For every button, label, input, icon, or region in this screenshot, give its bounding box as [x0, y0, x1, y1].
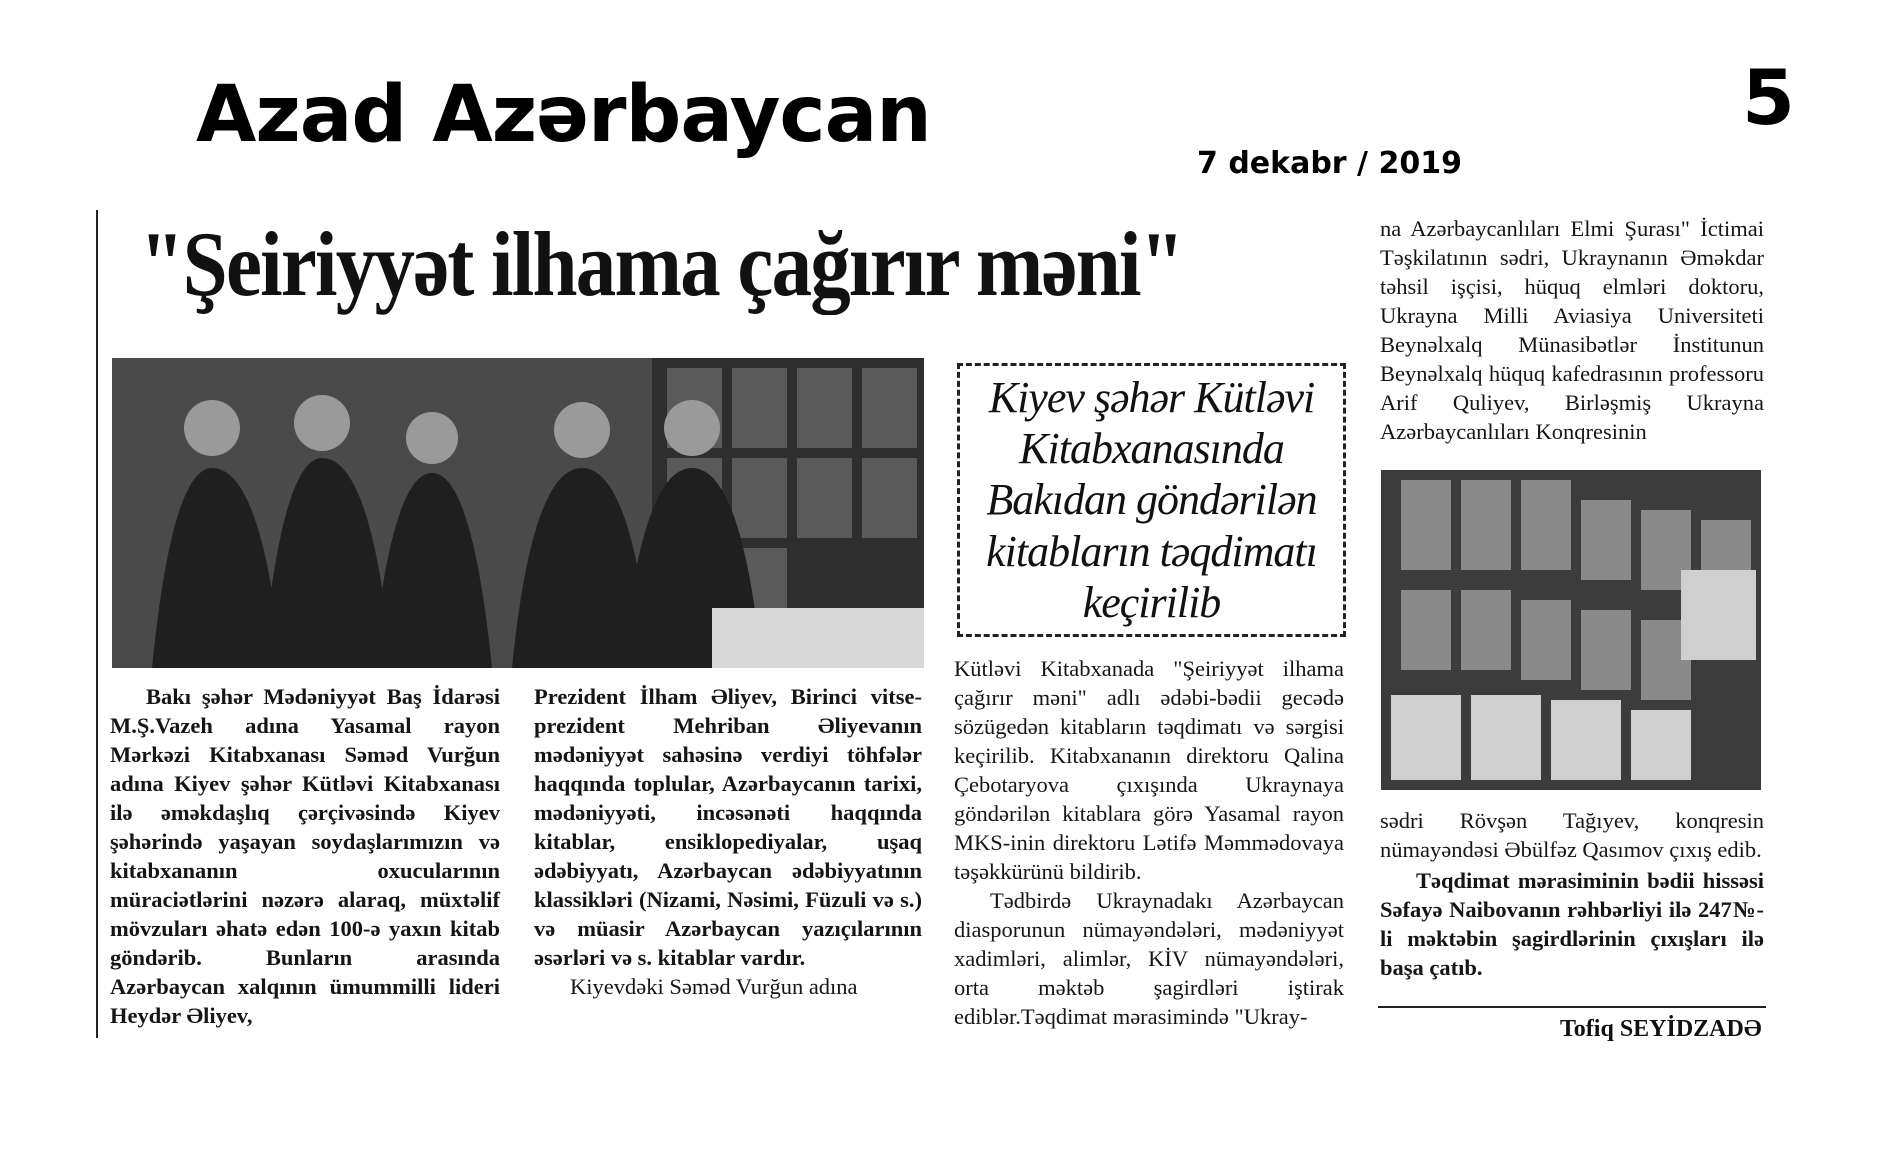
column-4-middle	[1380, 806, 1764, 864]
column-2	[534, 682, 922, 1001]
column-4-top	[1380, 214, 1764, 446]
paragraph: Kiyevdəki Səməd Vurğun adına	[570, 974, 858, 999]
headline: "Şeiriyyət ilhama çağırır məni"	[139, 213, 1183, 315]
paragraph: Təqdimat mərasiminin bədii hissəsi Səfayə Naibovanın rəhbərliyi ilə 247№-li məktəbin şagirdlərinin çıxışları ilə başa çatıb.	[1380, 868, 1764, 980]
paragraph: Prezident İlham Əliyev, Birinci vitse-prezident Mehriban Əliyevanın mədəniyyət sahəsinə verdiyi töhfələr haqqında toplular, Azərbaycanın tarixi, mədəniyyəti, incəsənəti haqqında kitablar, ensiklopediyalar, uşaq ədəbiyyatı, Azərbaycan ədəbiyyatının klassikləri (Nizami, Nəsimi, Füzuli və s.) və müasir Azərbaycan yazıçılarının əsərləri və s. kitablar vardır.	[534, 684, 922, 970]
paragraph: Bakı şəhər Mədəniyyət Baş İdarəsi M.Ş.Vazeh adına Yasamal rayon Mərkəzi Kitabxanası Səməd Vurğun adına Kiyev şəhər Kütləvi Kitabxanası ilə əməkdaşlıq çərçivəsində Kiyev şəhərində yaşayan soydaşlarımızın və kitabxananın oxucularının müraciətlərini nəzərə alaraq, müxtəlif mövzuları əhatə edən 100-ə yaxın kitab göndərib. Bunların arasında Azərbaycan xalqının ümummilli lideri Heydər Əliyev,	[110, 684, 500, 1028]
page-number: 5	[1742, 53, 1795, 142]
left-column-rule	[96, 210, 98, 1038]
paragraph: na Azərbaycanlıları Elmi Şurası" İctimai Təşkilatının sədri, Ukraynanın Əməkdar təhsil işçisi, hüquq elmləri doktoru, Ukrayna Milli Aviasiya Universiteti Beynəlxalq Münasibətlər İnstitunun Beynəlxalq hüquq kafedrasının professoru Arif Quliyev, Birləşmiş Ukrayna Azərbaycanlıları Konqresinin	[1380, 216, 1764, 444]
author-signature: Tofiq SEYİDZADƏ	[1560, 1016, 1762, 1042]
column-3	[954, 654, 1344, 1031]
books-photo	[1381, 470, 1761, 790]
issue-date: 7 dekabr / 2019	[1197, 146, 1462, 181]
subheadline-box	[957, 363, 1346, 637]
event-photo	[112, 358, 924, 668]
column-4-closing	[1380, 866, 1764, 982]
subheadline: Kiyev şəhər Kütləvi Kitabxanasında Bakıdan göndərilən kitabların təqdimatı keçirilib	[986, 373, 1317, 627]
signature-rule	[1378, 1006, 1766, 1008]
paragraph: Kütləvi Kitabxanada "Şeiriyyət ilhama çağırır məni" adlı ədəbi-bədii gecədə sözügedən kitabların təqdimatı və sərgisi keçirilib. Kitabxananın direktoru Qalina Çebotaryova çıxışında Ukraynaya göndərilən kitablara görə Yasamal rayon MKS-inin direktoru Lətifə Məmmədovaya təşəkkürünü bildirib.	[954, 656, 1344, 884]
paragraph: sədri Rövşən Tağıyev, konqresin nümayəndəsi Əbülfəz Qasımov çıxış edib.	[1380, 808, 1764, 862]
paragraph: Tədbirdə Ukraynadakı Azərbaycan diasporunun nümayəndələri, mədəniyyət xadimləri, alimlər, KİV nümayəndələri, orta məktəb şagirdləri iştirak ediblər.Təqdimat mərasimində "Ukray-	[954, 888, 1344, 1029]
masthead: Azad Azərbaycan	[196, 70, 931, 160]
column-1	[110, 682, 500, 1030]
